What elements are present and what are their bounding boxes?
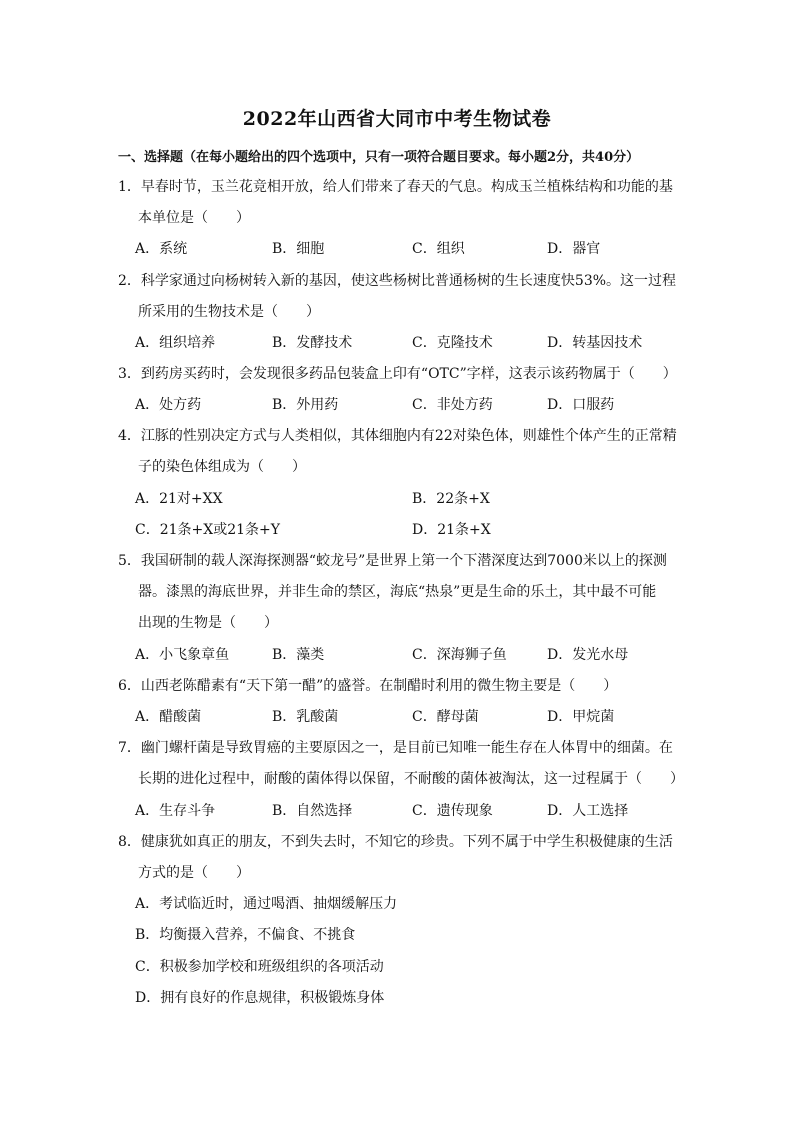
question-8-line-2: 方式的是（ ） bbox=[138, 865, 250, 881]
question-1-line-2: 本单位是（ ） bbox=[138, 210, 250, 226]
question-6-option-b: B．乳酸菌 bbox=[272, 709, 339, 725]
question-4-option-b: B．22条+X bbox=[412, 491, 490, 507]
question-8-option-b: B．均衡摄入营养，不偏食、不挑食 bbox=[135, 927, 356, 943]
question-3-option-b: B．外用药 bbox=[272, 397, 339, 413]
question-6-line-1: 6．山西老陈醋素有“天下第一醋”的盛誉。在制醋时利用的微生物主要是（ ） bbox=[118, 678, 618, 694]
question-5-line-3: 出现的生物是（ ） bbox=[138, 615, 278, 631]
question-8-option-c: C．积极参加学校和班级组织的各项活动 bbox=[135, 959, 384, 975]
question-2-option-d: D．转基因技术 bbox=[547, 335, 643, 351]
question-2-line-2: 所采用的生物技术是（ ） bbox=[138, 304, 320, 320]
question-8-option-a: A．考试临近时，通过喝酒、抽烟缓解压力 bbox=[135, 896, 398, 912]
question-3-line-1: 3．到药房买药时，会发现很多药品包装盒上印有“OTC”字样，这表示该药物属于（ ） bbox=[118, 366, 677, 382]
question-7-option-a: A．生存斗争 bbox=[135, 803, 216, 819]
question-7-line-1: 7．幽门螺杆菌是导致胃癌的主要原因之一，是目前已知唯一能生存在人体胃中的细菌。在 bbox=[118, 740, 673, 756]
question-5-line-2: 器。漆黑的海底世界，并非生命的禁区，海底“热泉”更是生命的乐土，其中最不可能 bbox=[138, 584, 657, 600]
question-6-option-c: C．酵母菌 bbox=[412, 709, 479, 725]
question-5-option-a: A．小飞象章鱼 bbox=[135, 647, 230, 663]
question-1-option-a: A．系统 bbox=[135, 241, 188, 257]
question-2-option-c: C．克隆技术 bbox=[412, 335, 493, 351]
question-1-option-b: B．细胞 bbox=[272, 241, 325, 257]
question-2-line-1: 2．科学家通过向杨树转入新的基因，使这些杨树比普通杨树的生长速度快53%。这一过程 bbox=[118, 273, 677, 289]
question-5-option-b: B．藻类 bbox=[272, 647, 325, 663]
question-1-option-d: D．器官 bbox=[547, 241, 601, 257]
question-4-option-d: D．21条+X bbox=[412, 522, 491, 538]
question-6-option-d: D．甲烷菌 bbox=[547, 709, 615, 725]
question-2-option-a: A．组织培养 bbox=[135, 335, 216, 351]
question-8-line-1: 8．健康犹如真正的朋友，不到失去时，不知它的珍贵。下列不属于中学生积极健康的生活 bbox=[118, 834, 673, 850]
question-8-option-d: D．拥有良好的作息规律，积极锻炼身体 bbox=[135, 990, 385, 1006]
question-5-option-c: C．深海狮子鱼 bbox=[412, 647, 507, 663]
question-5-line-1: 5．我国研制的载人深海探测器“蛟龙号”是世界上第一个下潜深度达到7000米以上的探测 bbox=[118, 553, 667, 569]
question-3-option-d: D．口服药 bbox=[547, 397, 615, 413]
question-3-option-c: C．非处方药 bbox=[412, 397, 493, 413]
question-1-option-c: C．组织 bbox=[412, 241, 465, 257]
question-4-line-1: 4．江豚的性别决定方式与人类相似，其体细胞内有22对染色体，则雄性个体产生的正常精 bbox=[118, 428, 677, 444]
question-1-line-1: 1．早春时节，玉兰花竞相开放，给人们带来了春天的气息。构成玉兰植株结构和功能的基 bbox=[118, 179, 673, 195]
exam-title: 2022年山西省大同市中考生物试卷 bbox=[242, 108, 552, 130]
question-4-line-2: 子的染色体组成为（ ） bbox=[138, 459, 306, 475]
question-4-option-a: A．21对+XX bbox=[135, 491, 223, 507]
question-7-option-d: D．人工选择 bbox=[547, 803, 629, 819]
question-4-option-c: C．21条+X或21条+Y bbox=[135, 522, 281, 538]
question-5-option-d: D．发光水母 bbox=[547, 647, 629, 663]
section-heading: 一、选择题（在每小题给出的四个选项中，只有一项符合题目要求。每小题2分，共40分） bbox=[118, 150, 640, 165]
question-6-option-a: A．醋酸菌 bbox=[135, 709, 202, 725]
question-2-option-b: B．发酵技术 bbox=[272, 335, 353, 351]
question-7-line-2: 长期的进化过程中，耐酸的菌体得以保留，不耐酸的菌体被淘汰，这一过程属于（ ） bbox=[138, 771, 684, 787]
question-3-option-a: A．处方药 bbox=[135, 397, 202, 413]
question-7-option-c: C．遗传现象 bbox=[412, 803, 493, 819]
question-7-option-b: B．自然选择 bbox=[272, 803, 353, 819]
